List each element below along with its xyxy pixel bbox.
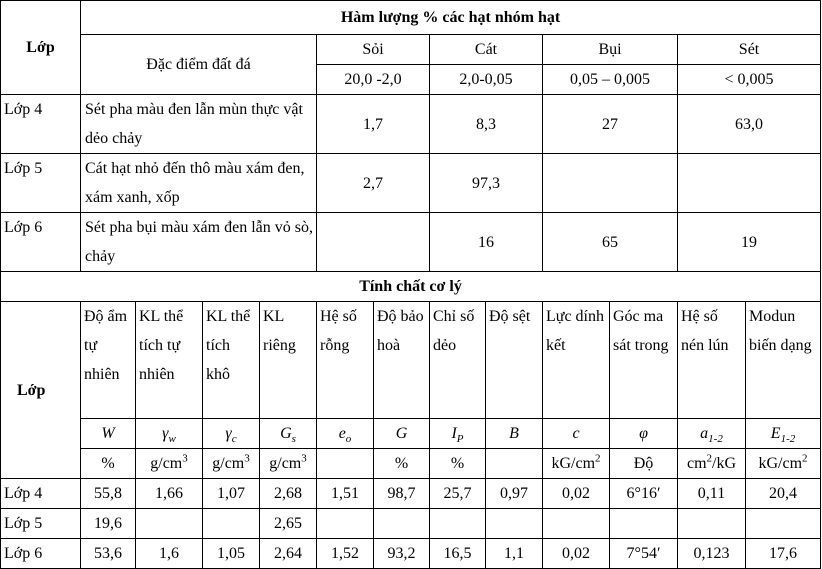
mech-layer-header: Lớp [1,302,81,479]
unit-cell: $kG/cm^2$ [746,449,821,479]
symbol-c [543,419,610,449]
symbol-subscript: w [168,433,176,446]
mech-row-layer5 [1,509,821,539]
grain-title-row [1,1,821,35]
value-cell: 1,52 [317,539,374,569]
grain-row-layer5 [1,154,821,213]
unit-cell [486,449,543,479]
column-label: Hệ số rỗng [317,302,374,419]
symbol-g [374,419,430,449]
value-cell: 53,6 [81,539,136,569]
layer-description: Sét pha bụi màu xám đen lẫn vỏ sò, chảy [81,213,317,272]
mech-row-layer4 [1,479,821,509]
column-label: Hệ số nén lún [678,302,746,419]
unit-cell: $g/cm^3$ [203,449,260,479]
group-set-header: Sét [678,35,821,65]
value-cell: 1,51 [317,479,374,509]
unit-cell [317,449,374,479]
value-cell [430,509,486,539]
value-cell: 93,2 [374,539,430,569]
value-cell: 55,8 [81,479,136,509]
value-soi [317,213,430,272]
group-cat-header: Cát [430,35,543,65]
layer-label: Lớp 5 [1,154,81,213]
value-cell: 1,6 [136,539,203,569]
symbol-eo: $e_o$ [317,419,374,449]
value-bui [543,154,678,213]
mech-section-title: Tính chất cơ lý [1,272,821,302]
symbol-e12: $E_{1-2}$ [746,419,821,449]
value-cat: 8,3 [430,95,543,154]
value-cell: 2,68 [260,479,317,509]
grain-row-layer4 [1,95,821,154]
grain-row-layer6 [1,213,821,272]
symbol-text: B [509,425,519,442]
value-cell: 7°54′ [610,539,678,569]
symbol-text: G [395,425,408,442]
value-cell: 25,7 [430,479,486,509]
value-set: 19 [678,213,821,272]
value-cell [746,509,821,539]
symbol-text: c [572,425,580,442]
value-cell [374,509,430,539]
value-cell [610,509,678,539]
column-label: Độ ẩm tự nhiên [81,302,136,419]
layer-label: Lớp 4 [1,95,81,154]
value-cell: 98,7 [374,479,430,509]
symbol-subscript: 1-2 [708,433,723,446]
unit-cell: % [81,449,136,479]
value-cell: 17,6 [746,539,821,569]
value-cell: 0,02 [543,539,610,569]
value-cell [543,509,610,539]
unit-cell: $cm^2/kG$ [678,449,746,479]
symbol-b [486,419,543,449]
value-soi: 1,7 [317,95,430,154]
column-label: KL thể tích khô [203,302,260,419]
layer-label: Lớp 6 [1,213,81,272]
unit-cell: % [374,449,430,479]
value-cell [203,509,260,539]
value-soi: 2,7 [317,154,430,213]
column-label: Lực dính kết [543,302,610,419]
mech-symbol-row [1,419,821,449]
desc-header: Đặc điểm đất đá [81,35,317,95]
symbol-text: φ [639,425,648,442]
value-cell [317,509,374,539]
grain-layer-header: Lớp [1,1,81,95]
unit-cell: $g/cm^3$ [260,449,317,479]
range-bui: 0,05 – 0,005 [543,65,678,95]
unit-cell: Độ [610,449,678,479]
column-label: Độ bảo hoà [374,302,430,419]
group-bui-header: Bụi [543,35,678,65]
column-label: Góc ma sát trong [610,302,678,419]
layer-description: Cát hạt nhỏ đến thô màu xám đen, xám xanh, xốp [81,154,317,213]
value-cell: 1,1 [486,539,543,569]
symbol-a12: $a_{1-2}$ [678,419,746,449]
value-cell: 16,5 [430,539,486,569]
value-set [678,154,821,213]
grain-section-title: Hàm lượng % các hạt nhóm hạt [81,1,821,35]
value-cell: 0,02 [543,479,610,509]
symbol-subscript: o [345,433,352,446]
symbol-gamma-c: $\gamma_c$ [203,419,260,449]
layer-label: Lớp 6 [1,539,81,569]
value-cell [486,509,543,539]
value-cell [678,509,746,539]
symbol-gs: $G_s$ [260,419,317,449]
value-cell: 0,123 [678,539,746,569]
mech-row-layer6 [1,539,821,569]
value-cell: 1,07 [203,479,260,509]
value-cell: 0,11 [678,479,746,509]
symbol-subscript: 1-2 [780,433,796,446]
symbol-text: W [101,425,115,442]
symbol-gamma-w: $\gamma_w$ [136,419,203,449]
mech-label-row [1,302,821,419]
column-label: Độ sệt [486,302,543,419]
value-cell: 1,05 [203,539,260,569]
symbol-phi [610,419,678,449]
value-bui: 65 [543,213,678,272]
value-cat: 97,3 [430,154,543,213]
column-label: KL riêng [260,302,317,419]
range-set: < 0,005 [678,65,821,95]
layer-description: Sét pha màu đen lẫn mùn thực vật dẻo chảy [81,95,317,154]
column-label: Chỉ số dẻo [430,302,486,419]
group-soi-header: Sỏi [317,35,430,65]
value-cat: 16 [430,213,543,272]
column-label: KL thể tích tự nhiên [136,302,203,419]
value-cell: 2,64 [260,539,317,569]
value-cell: 1,66 [136,479,203,509]
unit-cell: $g/cm^3$ [136,449,203,479]
layer-label: Lớp 5 [1,509,81,539]
symbol-ip: $I_P$ [430,419,486,449]
symbol-subscript: c [231,433,237,446]
value-cell: 2,65 [260,509,317,539]
mech-title-row [1,272,821,302]
value-cell: 19,6 [81,509,136,539]
range-soi: 20,0 -2,0 [317,65,430,95]
unit-cell: % [430,449,486,479]
value-cell: 0,97 [486,479,543,509]
symbol-w [81,419,136,449]
grain-group-row [1,35,821,65]
range-cat: 2,0-0,05 [430,65,543,95]
symbol-subscript: s [291,433,296,446]
column-label: Modun biến dạng [746,302,821,419]
value-cell [136,509,203,539]
value-bui: 27 [543,95,678,154]
value-cell: 6°16′ [610,479,678,509]
value-cell: 20,4 [746,479,821,509]
layer-label: Lớp 4 [1,479,81,509]
mech-unit-row [1,449,821,479]
unit-cell: $kG/cm^2$ [543,449,610,479]
value-set: 63,0 [678,95,821,154]
symbol-subscript: P [456,433,464,446]
